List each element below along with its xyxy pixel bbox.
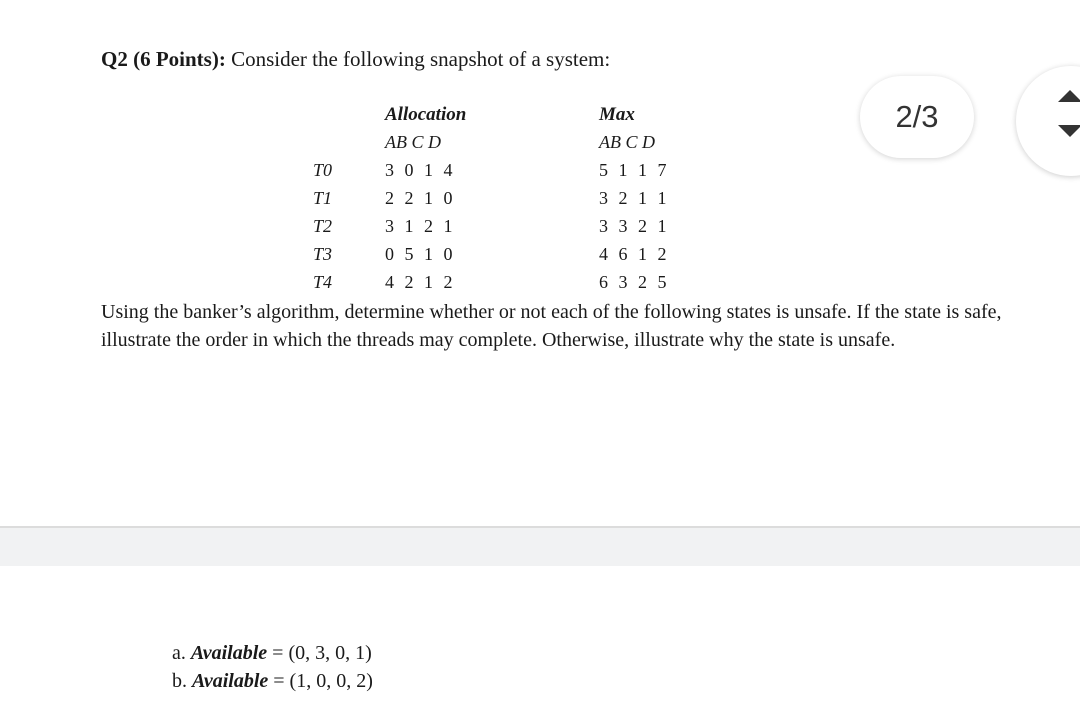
allocation-header: Allocation [385, 104, 467, 125]
option-value: = (1, 0, 0, 2) [268, 670, 373, 692]
instructions-paragraph: Using the banker’s algorithm, determine whether or not each of the following states is unsafe. If the state is safe, illustrate the order in which the threads may complete. Otherwise, illustrate why the state is unsafe. [101, 301, 1002, 351]
option-a [172, 642, 372, 665]
page-indicator: 2/3 [860, 76, 974, 158]
allocation-cell: 4 2 1 2 [385, 272, 456, 292]
option-label: Available [190, 642, 268, 664]
option-prefix: b. [172, 670, 192, 692]
question-heading [101, 47, 610, 72]
page-separator [0, 526, 1080, 566]
allocation-cell: 2 2 1 0 [385, 188, 456, 208]
option-label: Available [192, 670, 269, 692]
question-text: Consider the following snapshot of a system: [225, 47, 611, 71]
option-value: = (0, 3, 0, 1) [267, 642, 372, 664]
thread-label: T3 [313, 244, 333, 264]
thread-label: T1 [313, 188, 333, 208]
max-cell: 3 3 2 1 [599, 216, 670, 236]
allocation-cell: 0 5 1 0 [385, 244, 456, 264]
thread-label: T2 [313, 216, 333, 236]
thread-label: T4 [313, 272, 333, 292]
allocation-cell: 3 0 1 4 [385, 160, 456, 180]
thread-label: T0 [313, 160, 333, 180]
document-page [0, 566, 1080, 720]
max-cell: 4 6 1 2 [599, 244, 670, 264]
max-cell: 3 2 1 1 [599, 188, 670, 208]
arrow-up-icon[interactable] [1058, 90, 1080, 102]
option-prefix: a. [172, 642, 191, 664]
max-subheader: AB C D [599, 132, 655, 152]
allocation-subheader: AB C D [385, 132, 441, 152]
max-cell: 5 1 1 7 [599, 160, 670, 180]
arrow-down-icon[interactable] [1058, 125, 1080, 137]
allocation-cell: 3 1 2 1 [385, 216, 456, 236]
max-header: Max [599, 104, 635, 125]
max-cell: 6 3 2 5 [599, 272, 670, 292]
option-b [172, 670, 373, 693]
question-label: Q2 (6 Points): [101, 47, 226, 71]
